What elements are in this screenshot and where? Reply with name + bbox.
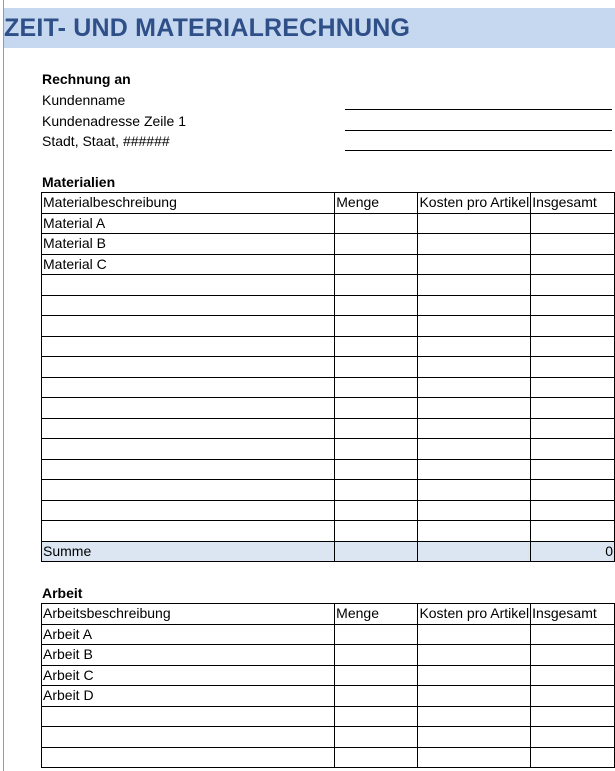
materials-cell[interactable]	[42, 418, 335, 439]
materials-cell[interactable]	[42, 398, 335, 419]
materials-cell[interactable]	[418, 439, 531, 460]
table-row	[42, 377, 615, 398]
labor-cell[interactable]	[335, 645, 418, 666]
materials-sum-row	[42, 541, 615, 562]
materials-col-header	[418, 193, 531, 214]
table-row	[42, 357, 615, 378]
labor-cell[interactable]: Arbeit C	[42, 665, 335, 686]
materials-cell[interactable]	[531, 316, 615, 337]
materials-heading: Materialien	[42, 174, 116, 190]
table-row	[42, 439, 615, 460]
customer-city[interactable]: Stadt, Staat, ######	[42, 133, 170, 149]
table-row	[42, 398, 615, 419]
materials-cell[interactable]	[42, 459, 335, 480]
materials-cell[interactable]	[418, 336, 531, 357]
materials-cell[interactable]	[335, 480, 418, 501]
table-row	[42, 213, 615, 234]
materials-cell[interactable]	[418, 295, 531, 316]
materials-cell[interactable]	[335, 213, 418, 234]
labor-cell[interactable]	[335, 624, 418, 645]
materials-cell[interactable]	[335, 316, 418, 337]
labor-cell[interactable]: Arbeit D	[42, 686, 335, 707]
table-row	[42, 275, 615, 296]
table-row	[42, 645, 615, 666]
labor-cell[interactable]	[335, 686, 418, 707]
labor-cell[interactable]	[531, 624, 615, 645]
materials-cell[interactable]	[418, 234, 531, 255]
materials-cell[interactable]: Material C	[42, 254, 335, 275]
materials-cell[interactable]	[531, 521, 615, 542]
labor-cell[interactable]	[531, 727, 615, 748]
customer-name-line	[345, 109, 612, 110]
materials-cell[interactable]	[418, 521, 531, 542]
labor-header-row	[42, 604, 615, 625]
materials-cell[interactable]	[531, 336, 615, 357]
materials-cell[interactable]	[418, 213, 531, 234]
customer-address-line	[345, 130, 612, 131]
materials-col-header-label: Kosten pro Artikel	[419, 194, 530, 211]
labor-cell[interactable]	[531, 706, 615, 727]
materials-cell[interactable]	[531, 254, 615, 275]
materials-cell[interactable]	[418, 418, 531, 439]
sum-cell	[418, 541, 531, 562]
materials-cell[interactable]	[335, 357, 418, 378]
sheet-left-border	[3, 0, 4, 771]
materials-cell[interactable]	[335, 275, 418, 296]
materials-cell[interactable]	[531, 459, 615, 480]
materials-cell[interactable]	[418, 357, 531, 378]
labor-cell[interactable]	[42, 727, 335, 748]
materials-cell[interactable]	[418, 480, 531, 501]
materials-cell[interactable]	[335, 439, 418, 460]
materials-header-row	[42, 193, 615, 214]
customer-name[interactable]: Kundenname	[42, 92, 126, 108]
labor-col-header	[418, 604, 531, 625]
materials-cell[interactable]	[42, 439, 335, 460]
labor-col-header-label: Menge	[336, 605, 379, 622]
page-title: ZEIT- UND MATERIALRECHNUNG	[4, 14, 411, 42]
labor-cell[interactable]	[335, 727, 418, 748]
materials-cell[interactable]	[42, 316, 335, 337]
materials-cell[interactable]	[335, 521, 418, 542]
labor-cell[interactable]	[418, 645, 531, 666]
customer-city-line	[345, 150, 612, 151]
table-row	[42, 480, 615, 501]
table-row	[42, 747, 615, 768]
materials-cell[interactable]	[418, 500, 531, 521]
table-row	[42, 521, 615, 542]
labor-cell[interactable]	[42, 706, 335, 727]
materials-cell[interactable]	[531, 357, 615, 378]
materials-col-header	[42, 193, 335, 214]
materials-cell[interactable]	[335, 398, 418, 419]
materials-cell[interactable]	[531, 500, 615, 521]
labor-cell[interactable]	[531, 686, 615, 707]
materials-cell[interactable]	[335, 500, 418, 521]
materials-cell[interactable]	[418, 254, 531, 275]
labor-col-header-label: Kosten pro Artikel	[419, 605, 530, 622]
table-row	[42, 336, 615, 357]
materials-cell[interactable]	[335, 234, 418, 255]
table-row	[42, 500, 615, 521]
labor-cell[interactable]	[42, 747, 335, 768]
materials-col-header-label: Insgesamt	[532, 194, 597, 211]
materials-cell[interactable]	[531, 213, 615, 234]
materials-cell[interactable]	[335, 254, 418, 275]
sum-label: Summe	[42, 541, 335, 562]
labor-cell[interactable]	[418, 747, 531, 768]
materials-cell[interactable]	[531, 398, 615, 419]
labor-cell[interactable]	[418, 706, 531, 727]
materials-cell[interactable]	[531, 480, 615, 501]
labor-cell[interactable]	[335, 747, 418, 768]
materials-col-header	[335, 193, 418, 214]
materials-cell[interactable]	[335, 459, 418, 480]
labor-col-header-label: Insgesamt	[532, 605, 597, 622]
materials-cell[interactable]	[531, 418, 615, 439]
materials-col-header	[531, 193, 615, 214]
sum-value: 0	[531, 541, 615, 562]
labor-cell[interactable]: Arbeit A	[42, 624, 335, 645]
labor-cell[interactable]	[531, 747, 615, 768]
labor-table	[41, 603, 615, 768]
materials-table	[41, 192, 615, 562]
materials-cell[interactable]	[42, 480, 335, 501]
table-row	[42, 234, 615, 255]
bill-to-heading: Rechnung an	[42, 71, 131, 87]
labor-cell[interactable]	[531, 665, 615, 686]
materials-cell[interactable]	[531, 439, 615, 460]
labor-col-header	[42, 604, 335, 625]
materials-cell[interactable]: Material A	[42, 213, 335, 234]
materials-cell[interactable]	[335, 336, 418, 357]
materials-cell[interactable]	[418, 316, 531, 337]
materials-col-header-label: Menge	[336, 194, 380, 211]
table-row	[42, 624, 615, 645]
labor-cell[interactable]	[418, 624, 531, 645]
materials-cell[interactable]	[418, 377, 531, 398]
materials-cell[interactable]	[531, 295, 615, 316]
table-row	[42, 459, 615, 480]
labor-col-header	[531, 604, 615, 625]
materials-cell[interactable]	[418, 398, 531, 419]
table-row	[42, 686, 615, 707]
materials-col-header-label: Materialbeschreibung	[43, 194, 177, 211]
table-row	[42, 418, 615, 439]
materials-cell[interactable]: Material B	[42, 234, 335, 255]
labor-cell[interactable]	[531, 645, 615, 666]
table-row	[42, 665, 615, 686]
labor-cell[interactable]	[335, 665, 418, 686]
table-row	[42, 254, 615, 275]
materials-cell[interactable]	[335, 418, 418, 439]
labor-cell[interactable]	[418, 686, 531, 707]
materials-cell[interactable]	[42, 357, 335, 378]
materials-cell[interactable]	[42, 500, 335, 521]
labor-cell[interactable]	[418, 727, 531, 748]
materials-cell[interactable]	[42, 295, 335, 316]
materials-cell[interactable]	[42, 336, 335, 357]
labor-cell[interactable]	[335, 706, 418, 727]
labor-col-header	[335, 604, 418, 625]
materials-cell[interactable]	[418, 275, 531, 296]
materials-cell[interactable]	[42, 275, 335, 296]
labor-cell[interactable]: Arbeit B	[42, 645, 335, 666]
customer-address[interactable]: Kundenadresse Zeile 1	[42, 113, 186, 129]
labor-heading: Arbeit	[42, 585, 83, 601]
materials-cell[interactable]	[42, 521, 335, 542]
table-row	[42, 706, 615, 727]
table-row	[42, 316, 615, 337]
table-row	[42, 295, 615, 316]
table-row	[42, 727, 615, 748]
materials-cell[interactable]	[418, 459, 531, 480]
materials-cell[interactable]	[531, 275, 615, 296]
materials-cell[interactable]	[335, 377, 418, 398]
labor-col-header-label: Arbeitsbeschreibung	[43, 605, 171, 622]
materials-cell[interactable]	[335, 295, 418, 316]
materials-cell[interactable]	[531, 377, 615, 398]
labor-cell[interactable]	[418, 665, 531, 686]
materials-cell[interactable]	[42, 377, 335, 398]
materials-cell[interactable]	[531, 234, 615, 255]
sum-cell	[335, 541, 418, 562]
